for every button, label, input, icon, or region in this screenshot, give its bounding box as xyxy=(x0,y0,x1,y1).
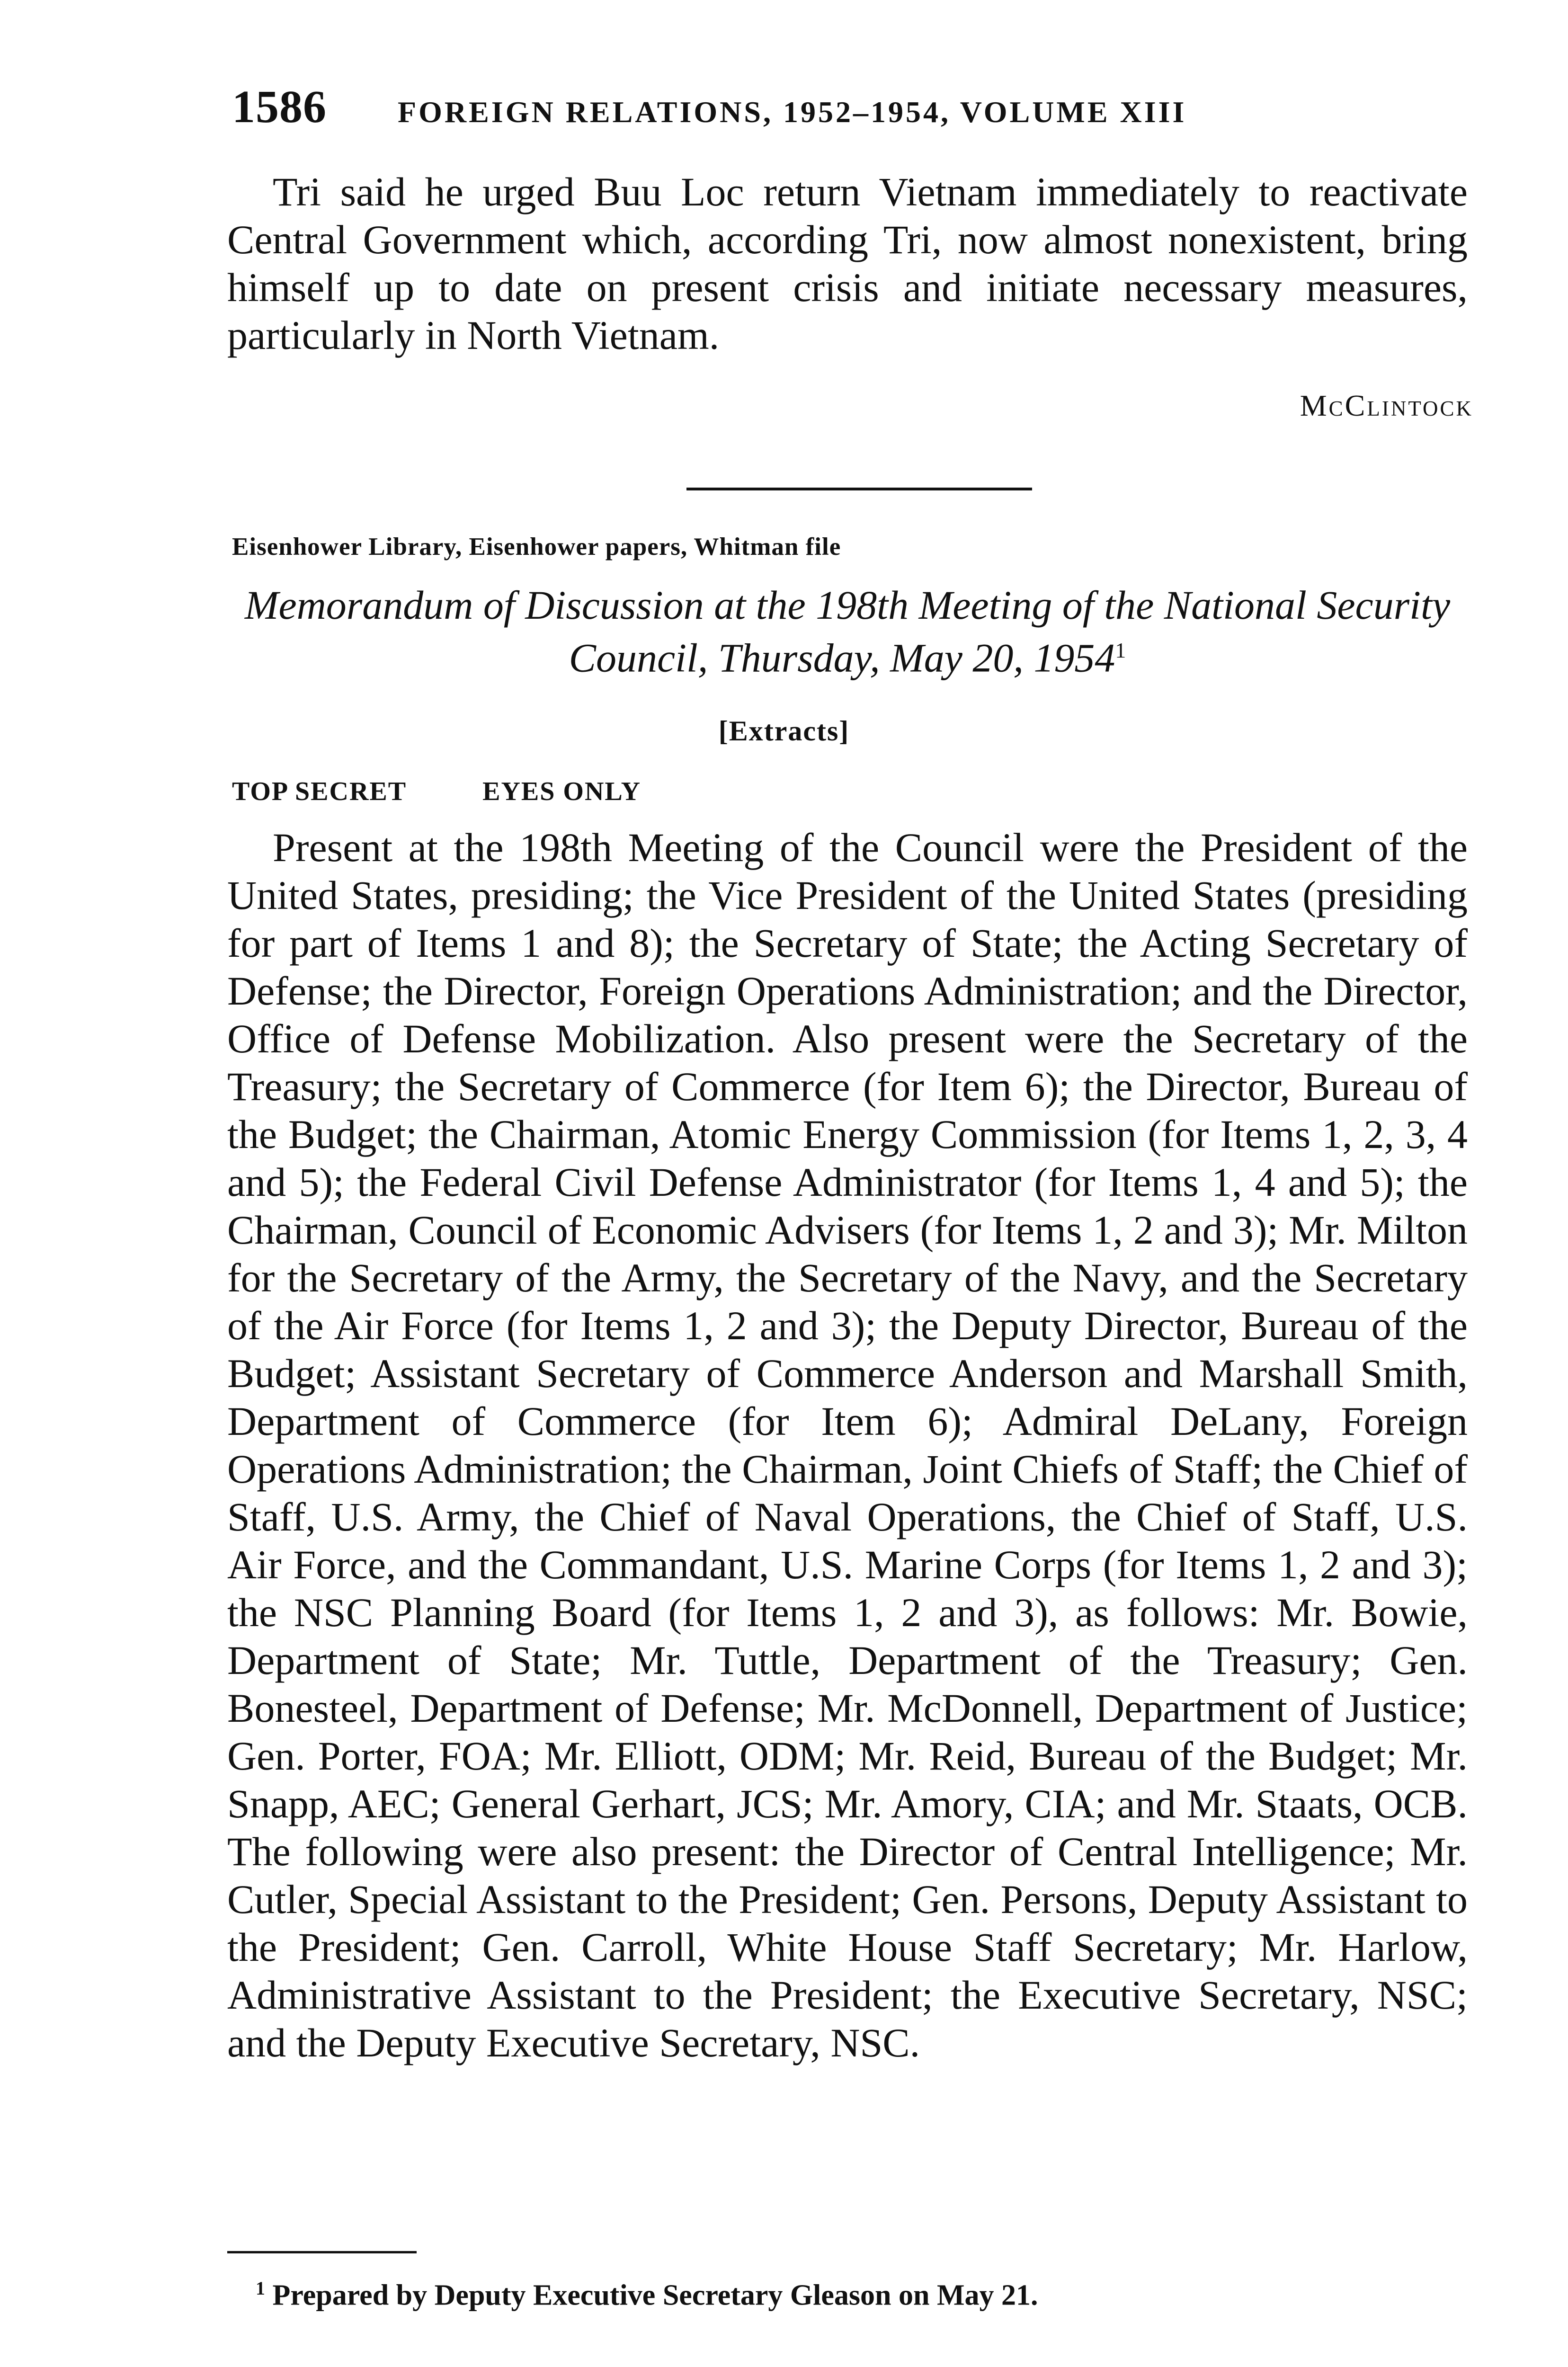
footnote xyxy=(256,2277,1038,2313)
previous-document-text: Tri said he urged Buu Loc return Vietnam immediately to reactivate Central Government which, according Tri, now almost nonexistent, bring himself up to date on present crisis and initiate necessary measures, particularly in North Vietnam. xyxy=(227,169,1468,358)
page-number: 1586 xyxy=(232,81,327,133)
document-title-text: Memorandum of Discussion at the 198th Meeting of the National Security Council, Thursday, May 20, 1954 xyxy=(244,582,1451,681)
source-note: Eisenhower Library, Eisenhower papers, Whitman file xyxy=(232,533,841,561)
document-title xyxy=(227,582,1468,681)
footnote-text: Prepared by Deputy Executive Secretary Gleason on May 21. xyxy=(272,2279,1038,2312)
classification-line xyxy=(232,776,641,807)
footnote-rule xyxy=(227,2251,417,2253)
title-footnote-marker: 1 xyxy=(1115,638,1126,662)
section-divider xyxy=(686,488,1032,490)
running-head: FOREIGN RELATIONS, 1952–1954, VOLUME XIII xyxy=(398,95,1187,129)
classification-top-secret: TOP SECRET xyxy=(232,777,407,806)
page-header xyxy=(232,80,1321,133)
classification-eyes-only: EYES ONLY xyxy=(482,777,641,806)
document-body: Present at the 198th Meeting of the Council were the President of the United States, presiding; the Vice President of the United States (presiding for part of Items 1 and 8); the Secretary of State; the Acting Secretary of Defense; the Director, Foreign Operations Administration; and the Director, Office of Defense Mobilization. Also present were the Secretary of the Treasury; the Secretary of Commerce (for Item 6); the Director, Bureau of the Budget; the Chairman, Atomic Energy Commission (for Items 1, 2, 3, 4 and 5); the Federal Civil Defense Administrator (for Items 1, 4 and 5); the Chairman, Council of Economic Advisers (for Items 1, 2 and 3); Mr. Milton for the Secretary of the Army, the Secretary of the Navy, and the Secretary of the Air Force (for Items 1, 2 and 3); the Deputy Director, Bureau of the Budget; Assistant Secretary of Commerce Anderson and Marshall Smith, Department of Commerce (for Item 6); Admiral DeLany, Foreign Operations Administration; the Chairman, Joint Chiefs of Staff; the Chief of Staff, U.S. Army, the Chief of Naval Operations, the Chief of Staff, U.S. Air Force, and the Commandant, U.S. Marine Corps (for Items 1, 2 and 3); the NSC Planning Board (for Items 1, 2 and 3), as follows: Mr. Bowie, Department of State; Mr. Tuttle, Department of the Treasury; Gen. Bonesteel, Department of Defense; Mr. McDonnell, Department of Justice; Gen. Porter, FOA; Mr. Elliott, ODM; Mr. Reid, Bureau of the Budget; Mr. Snapp, AEC; General Gerhart, JCS; Mr. Amory, CIA; and Mr. Staats, OCB. The following were also present: the Director of Central Intelligence; Mr. Cutler, Special Assistant to the President; Gen. Persons, Deputy Assistant to the President; Gen. Carroll, White House Staff Secretary; Mr. Harlow, Administrative Assistant to the President; the Executive Secretary, NSC; and the Deputy Executive Secretary, NSC. xyxy=(227,825,1468,2065)
footnote-marker: 1 xyxy=(256,2278,265,2299)
extracts-label: [Extracts] xyxy=(718,715,850,747)
signature: McClintock xyxy=(1300,389,1473,422)
